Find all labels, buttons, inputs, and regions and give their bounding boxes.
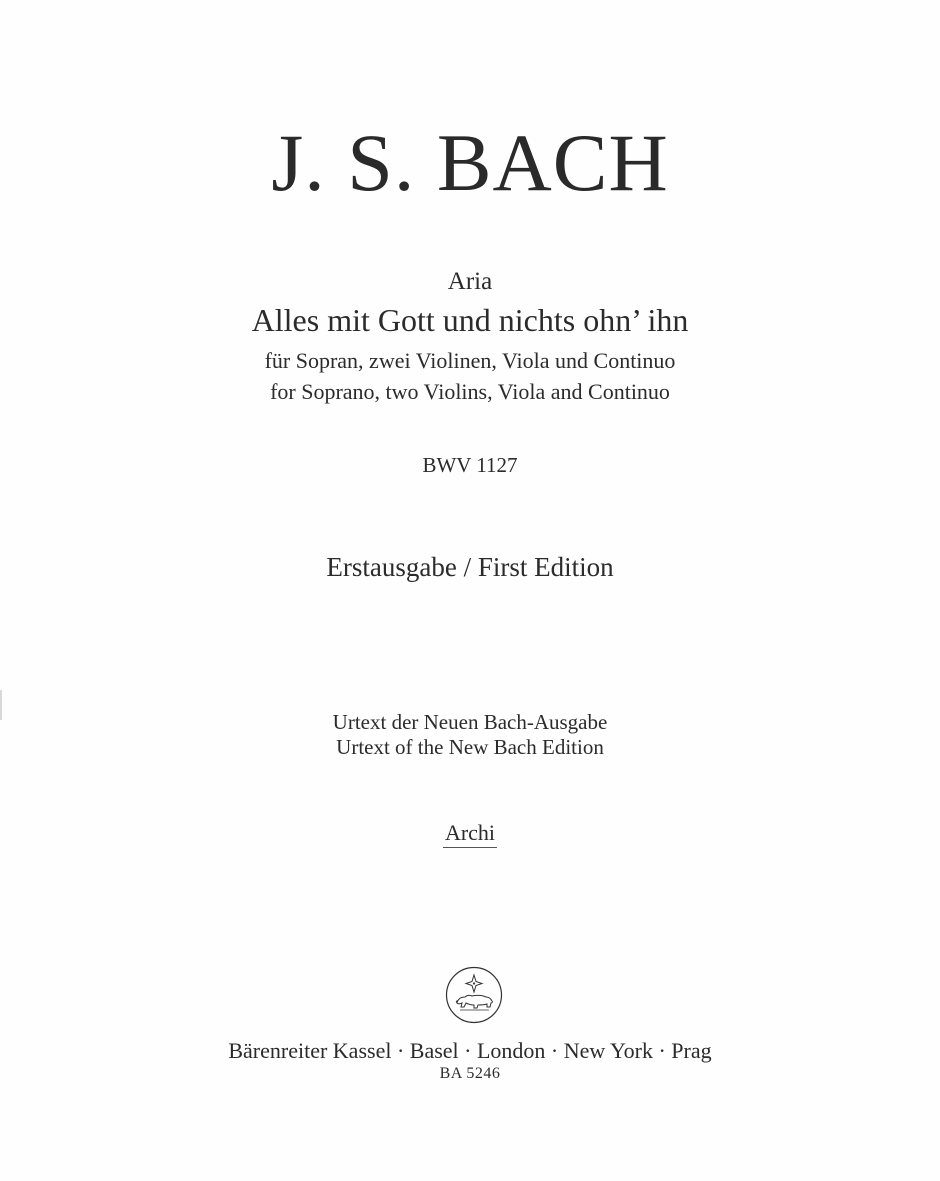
composer-name: J. S. BACH [271,117,669,208]
work-title: Alles mit Gott und nichts ohn’ ihn [251,302,689,338]
work-type: Aria [447,268,493,295]
baerenreiter-bear-star-icon [445,966,503,1024]
publisher-imprint: Bärenreiter Kassel · Basel · London · New York · Prag [228,1038,712,1063]
edition-label: Erstausgabe / First Edition [326,552,614,582]
order-number: BA 5246 [439,1065,501,1082]
urtext-english: Urtext of the New Bach Edition [336,735,604,759]
scoring-german: für Sopran, zwei Violinen, Viola und Continuo [264,348,676,373]
catalog-number: BWV 1127 [422,453,518,477]
urtext-german: Urtext der Neuen Bach-Ausgabe [332,710,608,734]
part-label [0,822,940,848]
part-name: Archi [443,822,497,848]
page-edge-mark [0,690,2,720]
scoring-english: for Soprano, two Violins, Viola and Continuo [270,379,670,404]
